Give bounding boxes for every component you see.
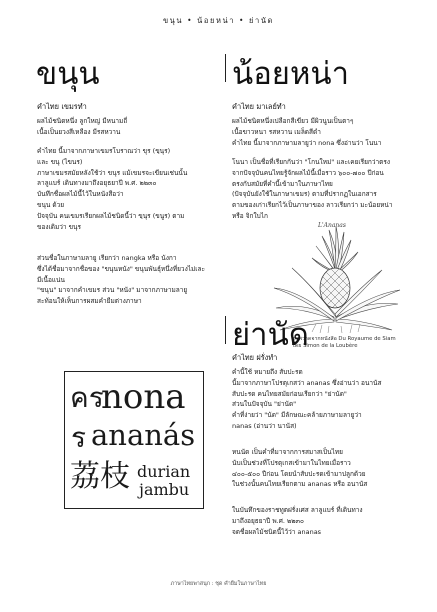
title-rule <box>225 54 226 82</box>
text-line: หรือ จิกใบไก <box>232 211 268 220</box>
text-line: และ ขนุ (ไขนร) <box>37 157 83 166</box>
text-line: ผลไม้ชนิดหนึ่ง ลูกใหญ่ มีหนามถี่ <box>37 117 128 125</box>
text-line: สะท้อนให้เห็นการผสมคำยืมต่างภาษา <box>37 297 142 306</box>
title-rule <box>225 316 226 344</box>
text-line: บันทึกชื่อผลไม้นี้ไว้ในหนังสือว่า <box>37 190 124 199</box>
text-line: สับปะรด คนไทยสมัยก่อนเรียกว่า "ย่านัด" <box>232 389 347 398</box>
text-line: "ขนุน" มาจากคำเขมร ส่วน "หนัง" มาจากภาษามลายู <box>37 286 188 295</box>
logo-thai-glyph-2: ร <box>71 421 87 454</box>
section-origin-yanat: คำไทย ฝรั่งทำ <box>232 353 278 362</box>
text-line: ๔๐๐-๕๐๐ ปีก่อน โดยนำสับปะรดเข้ามาปลูกด้วย <box>232 469 366 478</box>
pineapple-crown <box>312 226 358 272</box>
yanat-paragraph-2 <box>232 447 402 490</box>
khanun-paragraph-2 <box>37 146 209 232</box>
text-line: หนนัด เป็นคำที่มาจากการสมาสเป็นไทย <box>232 448 343 456</box>
section-title-khanun: ขนุน <box>36 56 100 92</box>
loanword-logo-box <box>64 371 204 509</box>
logo-word-nona: nona <box>101 377 186 417</box>
text-line: คำนี้ใช้ หมายถึง สับปะรด <box>232 368 303 376</box>
text-line: ส่วนชื่อในภาษามลายู เรียกว่า nangka หรือ นังกา <box>37 254 177 262</box>
logo-word-durian: durian <box>137 462 191 481</box>
text-line: มาถึงอยุธยาปี พ.ศ. ๒๒๓๐ <box>232 516 304 525</box>
text-line: ซึ่งได้ชื่อมาจากชื่อของ "ขนุนหนัง" ขนุนพันธุ์หนึ่งที่ยวงไม่เละ <box>37 264 205 273</box>
noina-paragraph-1 <box>232 116 404 148</box>
text-line: คำที่ง่ายว่า "นัด" มีลักษณะคล้ายภาษามลายูว่า <box>232 411 362 420</box>
running-header: ขนุน • น้อยหน่า • ย่านัด <box>162 16 275 25</box>
text-line: จดชื่อผลไม้ชนิดนี้ไว้ว่า ananas <box>232 527 322 536</box>
text-line: (ปัจจุบันยังใช้ในภาษาเขมร) ตามที่ปรากฏในเอกสาร <box>232 190 377 199</box>
logo-word-ananas: ananás <box>91 418 196 452</box>
ground-grass <box>312 324 360 333</box>
text-line: ภาษาเขมรสมัยหลังใช้ว่า ขนุร แม้เขมรจะเขียนเช่นนั้น <box>37 168 188 177</box>
khanun-paragraph-1 <box>37 116 209 138</box>
text-line: ของเดิมว่า ขนุร <box>37 222 81 231</box>
logo-thai-glyph-1: คร <box>70 381 104 414</box>
text-line: นับเป็นช่วงที่โปรตุเกสเข้ามาในไทยเมื่อราว <box>232 458 351 467</box>
caption-line: ภาพวาดจากหนังสือ Du Royaume de Siam <box>292 336 396 342</box>
text-line: นี้มาจากภาษาโปรตุเกสว่า ananas ซึ่งอ่านว่า อนานัส <box>232 378 382 387</box>
yanat-paragraph-3 <box>232 505 402 537</box>
illustration-label: L'Ananas <box>318 222 346 229</box>
logo-word-lychee-cjk: 荔枝 <box>70 459 130 494</box>
page-footer: ภาษาไทยพาสนุก : ชุด คำยืมในภาษาไทย <box>170 581 267 587</box>
section-title-yanat: ย่านัด <box>232 317 309 353</box>
text-line: มีเนื้อแน่น <box>37 275 65 284</box>
text-line: คำไทย นี้มาจากภาษามลายูว่า nona ซึ่งอ่านว่า โนนา <box>232 138 382 147</box>
logo-word-jambu: jambu <box>139 480 190 499</box>
section-origin-khanun: คำไทย เขมรทำ <box>37 102 87 111</box>
text-line: ตามของเก่าเรียกไว้เป็นภาษาของ ลาวเรียกว่า มะน้อยหน่า <box>232 201 393 210</box>
section-title-noina: น้อยหน่า <box>232 56 350 92</box>
noina-paragraph-2 <box>232 157 404 222</box>
text-line: ขนุน ด้วย <box>37 200 65 209</box>
text-line: ปัจจุบัน คนเขมรเรียกผลไม้ชนิดนี้ว่า ขฺนุร (ขนูร) ตาม <box>37 211 185 220</box>
text-line: ผลไม้ชนิดหนึ่งเปลือกสีเขียว มีผิวนูนเป็นตาๆ <box>232 117 354 125</box>
text-line: คำไทย นี้มาจากภาษาเขมรโบราณว่า ขุร (ขฺนุร) <box>37 147 171 155</box>
khanun-paragraph-3 <box>37 253 209 307</box>
text-line: ลาลูแบร์ เดินทางมาถึงอยุธยาปี พ.ศ. ๒๒๓๐ <box>37 179 157 188</box>
text-line: โนนา เป็นชื่อที่เรียกกันว่า "โกนใหม่" และเคยเรียกว่าตรง <box>232 158 391 166</box>
text-line: จากปัจจุบันคนไทยรู้จักผลไม้นี้เมื่อราว ๖๐๐-๗๐๐ ปีก่อน <box>232 168 384 177</box>
yanat-paragraph-1 <box>232 367 402 432</box>
text-line: ส่วนในปัจจุบัน "ย่านัด" <box>232 400 297 409</box>
text-line: ในบันทึกของราชทูตฝรั่งเศส ลาลูแบร์ ที่เดินทาง <box>232 506 363 514</box>
section-origin-noina: คำไทย มาเลย์ทำ <box>232 102 286 111</box>
text-line: เนื้อขาวหนา รสหวาน เมล็ดสีดำ <box>232 127 321 136</box>
caption-line: โดย Simon de la Loubère <box>292 343 358 350</box>
text-line: nanas (อ่านว่า นานัส) <box>232 421 297 430</box>
text-line: ตรงกับสมัยที่คำนี้เข้ามาในภาษาไทย <box>232 179 333 188</box>
text-line: เนื้อเป็นยวงสีเหลือง มีรสหวาน <box>37 127 121 136</box>
text-line: ในช่วงนั้นคนไทยเรียกตาม ananas หรือ อนานัส <box>232 480 368 489</box>
